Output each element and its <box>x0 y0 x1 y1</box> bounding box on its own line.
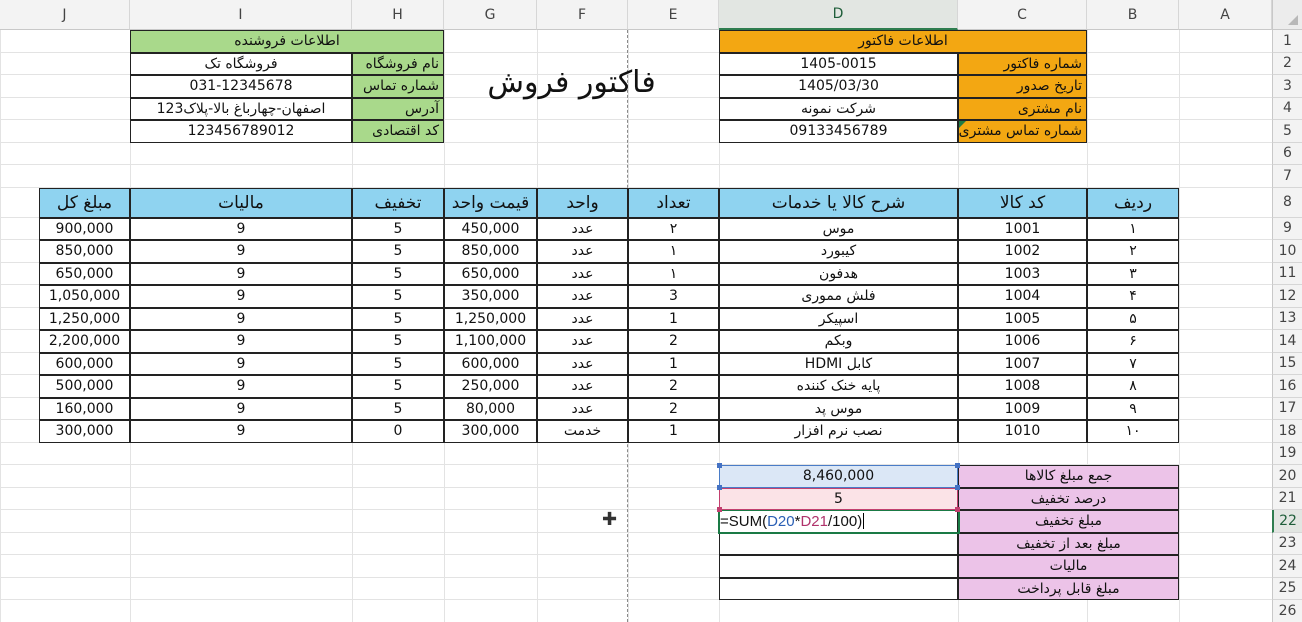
column-header-a[interactable]: A <box>1179 0 1272 30</box>
table-cell-discount[interactable]: 5 <box>352 330 444 353</box>
row-header-17[interactable]: 17 <box>1272 398 1302 421</box>
summary-value[interactable]: 5 <box>719 488 958 511</box>
table-cell-code[interactable]: 1008 <box>958 375 1087 398</box>
table-cell-desc[interactable]: کابل HDMI <box>719 353 958 376</box>
table-cell-tax[interactable]: 9 <box>130 420 352 443</box>
table-cell-price[interactable]: 450,000 <box>444 218 537 241</box>
table-cell-unit[interactable]: عدد <box>537 353 628 376</box>
column-header-b[interactable]: B <box>1087 0 1179 30</box>
seller-field-value[interactable]: 031-12345678 <box>130 75 352 98</box>
table-cell-discount[interactable]: 5 <box>352 308 444 331</box>
table-cell-radif[interactable]: ۷ <box>1087 353 1179 376</box>
column-header-j[interactable]: J <box>0 0 130 30</box>
table-cell-unit[interactable]: عدد <box>537 398 628 421</box>
table-header-qty[interactable]: تعداد <box>628 188 719 218</box>
table-cell-price[interactable]: 80,000 <box>444 398 537 421</box>
table-cell-discount[interactable]: 5 <box>352 218 444 241</box>
table-cell-code[interactable]: 1003 <box>958 263 1087 286</box>
table-cell-qty[interactable]: 2 <box>628 375 719 398</box>
table-cell-price[interactable]: 300,000 <box>444 420 537 443</box>
table-cell-desc[interactable]: پایه خنک کننده <box>719 375 958 398</box>
table-cell-code[interactable]: 1005 <box>958 308 1087 331</box>
row-header-1[interactable]: 1 <box>1272 30 1302 53</box>
formula-reference-d20: D20 <box>767 512 795 530</box>
invoice-field-value[interactable]: 1405/03/30 <box>719 75 958 98</box>
table-cell-radif[interactable]: ۲ <box>1087 240 1179 263</box>
row-header-3[interactable]: 3 <box>1272 75 1302 98</box>
table-cell-tax[interactable]: 9 <box>130 308 352 331</box>
table-header-tax[interactable]: مالیات <box>130 188 352 218</box>
row-header-15[interactable]: 15 <box>1272 353 1302 376</box>
table-header-desc[interactable]: شرح کالا یا خدمات <box>719 188 958 218</box>
table-cell-tax[interactable]: 9 <box>130 330 352 353</box>
table-cell-price[interactable]: 1,250,000 <box>444 308 537 331</box>
table-cell-radif[interactable]: ۶ <box>1087 330 1179 353</box>
table-header-price[interactable]: قیمت واحد <box>444 188 537 218</box>
table-cell-unit[interactable]: عدد <box>537 285 628 308</box>
table-cell-total[interactable]: 1,050,000 <box>39 285 130 308</box>
invoice-field-label[interactable]: شماره فاکتور <box>958 53 1087 76</box>
table-cell-tax[interactable]: 9 <box>130 353 352 376</box>
row-header-10[interactable]: 10 <box>1272 240 1302 263</box>
summary-label[interactable]: مبلغ تخفیف <box>958 510 1179 533</box>
summary-value[interactable]: 8,460,000 <box>719 465 958 488</box>
row-header-23[interactable]: 23 <box>1272 533 1302 556</box>
seller-field-label[interactable]: شماره تماس <box>352 75 444 98</box>
table-cell-price[interactable]: 850,000 <box>444 240 537 263</box>
reference-range-d20 <box>719 465 958 488</box>
table-cell-radif[interactable]: ۹ <box>1087 398 1179 421</box>
range-handle[interactable] <box>955 485 960 490</box>
table-cell-discount[interactable]: 5 <box>352 353 444 376</box>
seller-field-value[interactable]: فروشگاه تک <box>130 53 352 76</box>
table-cell-tax[interactable]: 9 <box>130 398 352 421</box>
invoice-field-value[interactable]: 1405-0015 <box>719 53 958 76</box>
table-cell-unit[interactable]: عدد <box>537 330 628 353</box>
invoice-field-label[interactable]: تاریخ صدور <box>958 75 1087 98</box>
table-cell-code[interactable]: 1004 <box>958 285 1087 308</box>
table-cell-price[interactable]: 650,000 <box>444 263 537 286</box>
table-cell-radif[interactable]: ۳ <box>1087 263 1179 286</box>
summary-label[interactable]: درصد تخفیف <box>958 488 1179 511</box>
summary-label[interactable]: مبلغ بعد از تخفیف <box>958 533 1179 556</box>
row-header-14[interactable]: 14 <box>1272 330 1302 353</box>
range-handle[interactable] <box>955 463 960 468</box>
row-header-13[interactable]: 13 <box>1272 308 1302 331</box>
row-header-25[interactable]: 25 <box>1272 578 1302 601</box>
table-cell-total[interactable]: 160,000 <box>39 398 130 421</box>
column-header-c[interactable]: C <box>958 0 1087 30</box>
select-all-corner[interactable] <box>1272 0 1302 30</box>
column-header-e[interactable]: E <box>628 0 719 30</box>
table-cell-discount[interactable]: 5 <box>352 240 444 263</box>
table-cell-radif[interactable]: ۸ <box>1087 375 1179 398</box>
table-cell-radif[interactable]: ۱۰ <box>1087 420 1179 443</box>
row-header-9[interactable]: 9 <box>1272 218 1302 241</box>
table-cell-desc[interactable]: فلش مموری <box>719 285 958 308</box>
table-cell-qty[interactable]: ۱ <box>628 240 719 263</box>
table-cell-price[interactable]: 350,000 <box>444 285 537 308</box>
table-cell-desc[interactable]: هدفون <box>719 263 958 286</box>
table-header-code[interactable]: کد کالا <box>958 188 1087 218</box>
table-cell-code[interactable]: 1009 <box>958 398 1087 421</box>
invoice-title: فاکتور فروش <box>487 64 656 100</box>
table-cell-desc[interactable]: وبکم <box>719 330 958 353</box>
table-cell-qty[interactable]: 3 <box>628 285 719 308</box>
table-header-radif[interactable]: ردیف <box>1087 188 1179 218</box>
table-cell-code[interactable]: 1007 <box>958 353 1087 376</box>
formula-text: =SUM( <box>720 512 768 530</box>
table-cell-unit[interactable]: خدمت <box>537 420 628 443</box>
table-cell-unit[interactable]: عدد <box>537 218 628 241</box>
row-header-4[interactable]: 4 <box>1272 98 1302 121</box>
table-cell-total[interactable]: 600,000 <box>39 353 130 376</box>
column-header-i[interactable]: I <box>130 0 352 30</box>
table-cell-code[interactable]: 1002 <box>958 240 1087 263</box>
column-header-f[interactable]: F <box>537 0 628 30</box>
row-header-12[interactable]: 12 <box>1272 285 1302 308</box>
table-cell-total[interactable]: 500,000 <box>39 375 130 398</box>
table-cell-tax[interactable]: 9 <box>130 285 352 308</box>
formula-text: /100) <box>828 512 863 530</box>
summary-label[interactable]: جمع مبلغ کالاها <box>958 465 1179 488</box>
table-cell-tax[interactable]: 9 <box>130 218 352 241</box>
table-cell-tax[interactable]: 9 <box>130 240 352 263</box>
row-header-5[interactable]: 5 <box>1272 120 1302 143</box>
table-cell-qty[interactable]: 2 <box>628 330 719 353</box>
table-header-total[interactable]: مبلغ کل <box>39 188 130 218</box>
table-cell-unit[interactable]: عدد <box>537 308 628 331</box>
row-header-19[interactable]: 19 <box>1272 443 1302 466</box>
table-cell-code[interactable]: 1001 <box>958 218 1087 241</box>
seller-field-value[interactable]: اصفهان-چهارباغ بالا-پلاک123 <box>130 98 352 121</box>
column-header-g[interactable]: G <box>444 0 537 30</box>
row-header-20[interactable]: 20 <box>1272 465 1302 488</box>
row-header-6[interactable]: 6 <box>1272 143 1302 166</box>
table-cell-price[interactable]: 600,000 <box>444 353 537 376</box>
table-cell-total[interactable]: 650,000 <box>39 263 130 286</box>
range-handle[interactable] <box>717 485 722 490</box>
invoice-field-label[interactable]: شماره تماس مشتری <box>958 120 1087 143</box>
summary-label[interactable]: مبلغ قابل پرداخت <box>958 578 1179 601</box>
table-cell-desc[interactable]: کیبورد <box>719 240 958 263</box>
table-cell-radif[interactable]: ۴ <box>1087 285 1179 308</box>
table-cell-qty[interactable]: 2 <box>628 398 719 421</box>
table-cell-radif[interactable]: ۵ <box>1087 308 1179 331</box>
table-cell-qty[interactable]: 1 <box>628 308 719 331</box>
row-header-22[interactable]: 22 <box>1272 510 1302 533</box>
table-cell-desc[interactable]: نصب نرم افزار <box>719 420 958 443</box>
invoice-field-label[interactable]: نام مشتری <box>958 98 1087 121</box>
table-cell-code[interactable]: 1010 <box>958 420 1087 443</box>
range-handle[interactable] <box>955 507 960 512</box>
table-cell-total[interactable]: 900,000 <box>39 218 130 241</box>
table-cell-discount[interactable]: 0 <box>352 420 444 443</box>
row-header-24[interactable]: 24 <box>1272 555 1302 578</box>
cell-select-cursor-icon: ✚ <box>602 509 618 530</box>
column-header-h[interactable]: H <box>352 0 444 30</box>
table-cell-tax[interactable]: 9 <box>130 375 352 398</box>
table-cell-price[interactable]: 250,000 <box>444 375 537 398</box>
table-cell-qty[interactable]: ۱ <box>628 263 719 286</box>
table-cell-desc[interactable]: موس پد <box>719 398 958 421</box>
formula-operator: * <box>794 512 801 530</box>
invoice-field-value[interactable]: 09133456789 <box>719 120 958 143</box>
table-cell-discount[interactable]: 5 <box>352 285 444 308</box>
table-cell-unit[interactable]: عدد <box>537 240 628 263</box>
table-cell-discount[interactable]: 5 <box>352 398 444 421</box>
gridline-horizontal <box>0 164 1272 165</box>
invoice-field-value[interactable]: شرکت نمونه <box>719 98 958 121</box>
table-cell-total[interactable]: 1,250,000 <box>39 308 130 331</box>
seller-field-label[interactable]: آدرس <box>352 98 444 121</box>
row-header-26[interactable]: 26 <box>1272 600 1302 622</box>
table-cell-qty[interactable]: ۲ <box>628 218 719 241</box>
active-cell-border <box>718 509 960 534</box>
range-handle[interactable] <box>717 463 722 468</box>
table-cell-discount[interactable]: 5 <box>352 263 444 286</box>
summary-value[interactable] <box>719 578 958 601</box>
table-cell-qty[interactable]: 1 <box>628 420 719 443</box>
row-header-18[interactable]: 18 <box>1272 420 1302 443</box>
table-cell-price[interactable]: 1,100,000 <box>444 330 537 353</box>
invoice-header[interactable]: اطلاعات فاکتور <box>719 30 1087 53</box>
table-cell-unit[interactable]: عدد <box>537 375 628 398</box>
summary-label[interactable]: مالیات <box>958 555 1179 578</box>
table-cell-radif[interactable]: ۱ <box>1087 218 1179 241</box>
table-cell-desc[interactable]: اسپیکر <box>719 308 958 331</box>
table-cell-total[interactable]: 2,200,000 <box>39 330 130 353</box>
column-header-d[interactable]: D <box>719 0 958 30</box>
table-cell-unit[interactable]: عدد <box>537 263 628 286</box>
summary-value[interactable] <box>719 533 958 556</box>
table-cell-code[interactable]: 1006 <box>958 330 1087 353</box>
table-header-unit[interactable]: واحد <box>537 188 628 218</box>
row-header-8[interactable]: 8 <box>1272 188 1302 218</box>
table-cell-qty[interactable]: 1 <box>628 353 719 376</box>
formula-reference-d21: D21 <box>800 512 828 530</box>
table-cell-desc[interactable]: موس <box>719 218 958 241</box>
table-cell-total[interactable]: 850,000 <box>39 240 130 263</box>
cell-comment-indicator <box>959 121 966 128</box>
row-header-11[interactable]: 11 <box>1272 263 1302 286</box>
table-header-discount[interactable]: تخفیف <box>352 188 444 218</box>
table-cell-total[interactable]: 300,000 <box>39 420 130 443</box>
table-cell-tax[interactable]: 9 <box>130 263 352 286</box>
summary-value[interactable] <box>719 555 958 578</box>
seller-field-value[interactable]: 123456789012 <box>130 120 352 143</box>
seller-header[interactable]: اطلاعات فروشنده <box>130 30 444 53</box>
row-header-7[interactable]: 7 <box>1272 165 1302 188</box>
row-header-2[interactable]: 2 <box>1272 53 1302 76</box>
row-header-21[interactable]: 21 <box>1272 488 1302 511</box>
table-cell-discount[interactable]: 5 <box>352 375 444 398</box>
seller-field-label[interactable]: کد اقتصادی <box>352 120 444 143</box>
reference-range-d21 <box>719 488 958 511</box>
row-header-16[interactable]: 16 <box>1272 375 1302 398</box>
seller-field-label[interactable]: نام فروشگاه <box>352 53 444 76</box>
range-handle[interactable] <box>717 507 722 512</box>
